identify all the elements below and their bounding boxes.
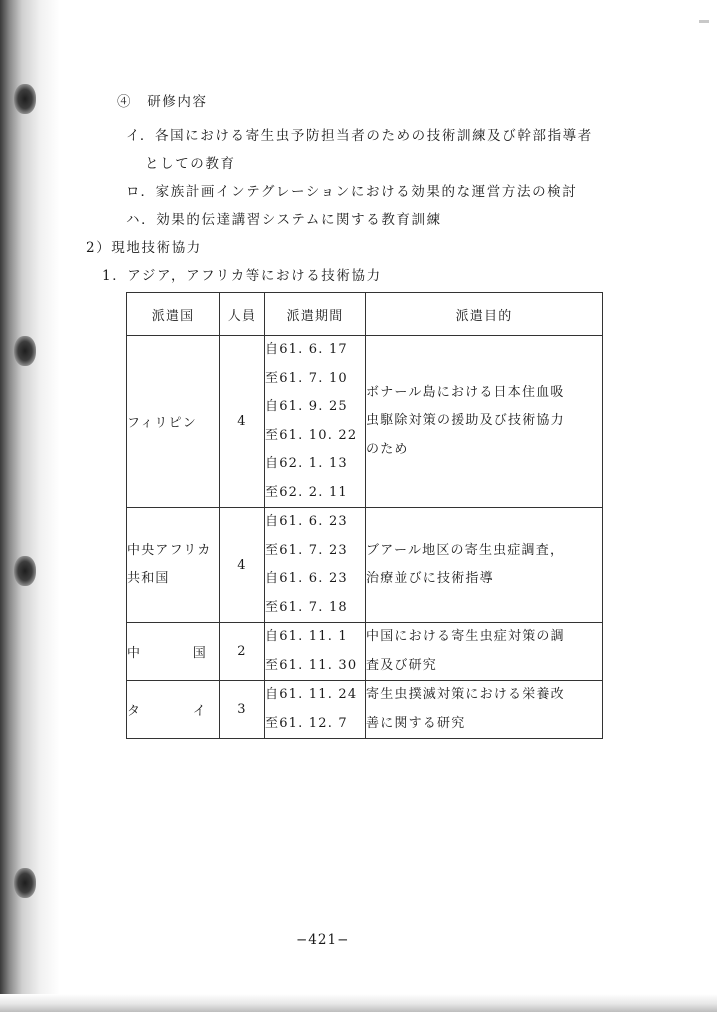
period-line: 自61. 6. 23	[265, 514, 348, 529]
binder-hole	[14, 868, 36, 898]
period-line: 至61. 7. 18	[265, 599, 348, 615]
period-line: 自61. 6. 23	[265, 571, 348, 586]
page-bottom-shadow	[0, 994, 717, 1012]
period-line: 自61. 11. 24	[265, 687, 358, 702]
purpose-line: 虫駆除対策の援助及び技術協力	[366, 413, 565, 429]
period-cell	[265, 623, 366, 681]
section-heading: 2）現地技術協力	[86, 240, 202, 256]
purpose-cell	[366, 336, 603, 508]
period-line: 自61. 9. 25	[265, 399, 348, 414]
training-item-ro: ロ．家族計画インテグレーションにおける効果的な運営方法の検討	[126, 184, 578, 200]
country-char: 中	[127, 646, 142, 661]
purpose-line: のため	[366, 441, 409, 457]
training-content-heading: ④ 研修内容	[117, 94, 208, 110]
page-left-shadow	[0, 0, 60, 1012]
period-cell	[265, 681, 366, 739]
page-number: −421−	[296, 932, 350, 948]
scan-mark	[699, 20, 709, 23]
period-line: 至61. 12. 7	[265, 715, 348, 731]
country-cell	[127, 681, 220, 739]
table-row	[127, 623, 603, 681]
country-cell	[127, 508, 220, 623]
table-header-row	[127, 293, 603, 336]
purpose-line: ブアール地区の寄生虫症調査，	[366, 542, 565, 558]
purpose-cell	[366, 623, 603, 681]
purpose-cell	[366, 508, 603, 623]
country-cell: フィリピン	[127, 336, 220, 508]
period-line: 自61. 11. 1	[265, 629, 348, 644]
binder-hole	[14, 84, 36, 114]
purpose-line: 中国における寄生虫症対策の調	[366, 629, 565, 644]
country-char: 国	[192, 646, 207, 661]
header-people: 人員	[220, 293, 265, 336]
people-cell: 3	[220, 681, 265, 739]
period-line: 至61. 11. 30	[265, 657, 358, 673]
country-char: イ	[192, 704, 207, 719]
people-cell: 2	[220, 623, 265, 681]
header-purpose: 派遣目的	[366, 293, 603, 336]
subsection-heading: 1．アジア，アフリカ等における技術協力	[102, 268, 382, 284]
dispatch-table	[126, 292, 603, 739]
purpose-line: 寄生虫撲滅対策における栄養改	[366, 687, 565, 702]
period-line: 至61. 7. 23	[265, 542, 348, 558]
training-item-i: イ．各国における寄生虫予防担当者のための技術訓練及び幹部指導者	[126, 128, 593, 144]
country-line: 共和国	[127, 571, 170, 586]
period-line: 至62. 2. 11	[265, 484, 348, 500]
purpose-cell	[366, 681, 603, 739]
period-line: 至61. 10. 22	[265, 427, 358, 443]
training-item-i-cont: としての教育	[145, 156, 236, 172]
period-cell	[265, 336, 366, 508]
table-row	[127, 681, 603, 739]
table-row	[127, 336, 603, 508]
header-country: 派遣国	[127, 293, 220, 336]
period-line: 至61. 7. 10	[265, 370, 348, 386]
period-line: 自62. 1. 13	[265, 456, 348, 471]
binder-hole	[14, 556, 36, 586]
purpose-line: 治療並びに技術指導	[366, 571, 494, 586]
training-item-ha: ハ．効果的伝達講習システムに関する教育訓練	[126, 212, 442, 228]
purpose-line: 査及び研究	[366, 657, 438, 673]
country-line: 中央アフリカ	[127, 542, 212, 558]
people-cell: 4	[220, 336, 265, 508]
period-line: 自61. 6. 17	[265, 342, 348, 357]
country-char: タ	[127, 704, 142, 719]
purpose-line: ボナール島における日本住血吸	[366, 384, 565, 400]
country-cell	[127, 623, 220, 681]
purpose-line: 善に関する研究	[366, 715, 466, 731]
table-row	[127, 508, 603, 623]
people-cell: 4	[220, 508, 265, 623]
dispatch-table-wrapper	[126, 292, 603, 739]
country-spread	[127, 642, 219, 661]
country-spread	[127, 700, 219, 719]
period-cell	[265, 508, 366, 623]
header-period: 派遣期間	[265, 293, 366, 336]
binder-hole	[14, 336, 36, 366]
